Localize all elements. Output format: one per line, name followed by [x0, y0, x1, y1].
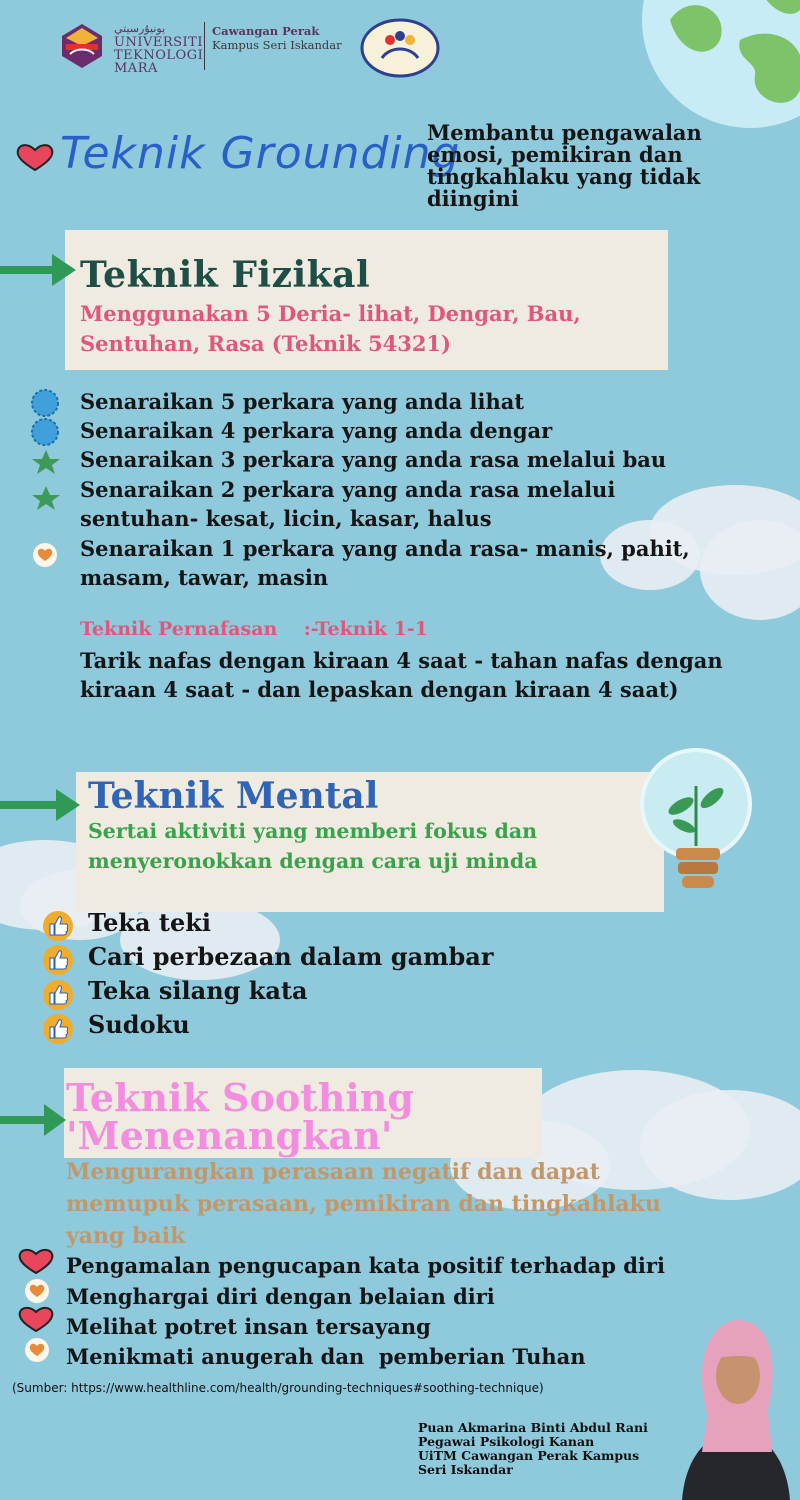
fizikal-item-4: Senaraikan 2 perkara yang anda rasa melalui sentuhan- kesat, licin, kasar, halus: [80, 477, 616, 531]
fizikal-item-1: Senaraikan 5 perkara yang anda lihat: [80, 389, 525, 414]
breathing-text: Tarik nafas dengan kiraan 4 saat - tahan nafas dengan kiraan 4 saat - dan lepaskan dengan kiraan 4 saat): [80, 648, 723, 702]
heart-bubble-icon: [22, 1337, 52, 1363]
mental-heading: Teknik Mental: [88, 775, 379, 817]
thumbs-up-icon: [40, 979, 76, 1011]
branch-line2: Kampus Seri Iskandar: [212, 38, 342, 52]
mental-subtitle: Sertai aktiviti yang memberi fokus dan menyeronokkan dengan cara uji minda: [88, 819, 538, 873]
signature-block: [418, 1421, 668, 1477]
mental-item-2: Cari perbezaan dalam gambar: [88, 942, 494, 971]
uni-name-line1: UNIVERSITI: [114, 35, 203, 50]
soothing-item-3: Melihat potret insan tersayang: [66, 1314, 431, 1339]
fizikal-heading: Teknik Fizikal: [80, 254, 371, 296]
blue-badge-icon: [30, 417, 60, 447]
fizikal-subtitle-line1: Menggunakan 5 Deria- lihat, Dengar, Bau,: [80, 301, 581, 326]
green-star-icon: [30, 448, 62, 476]
signature-location: Seri Iskandar: [418, 1462, 513, 1477]
arrow-icon: [0, 250, 78, 290]
fizikal-subtitle-line2: Sentuhan, Rasa (Teknik 54321): [80, 331, 451, 356]
soothing-item-1: Pengamalan pengucapan kata positif terhadap diri: [66, 1253, 665, 1278]
soothing-heading-line1: Teknik Soothing: [66, 1075, 414, 1120]
soothing-item-2: Menghargai diri dengan belaian diri: [66, 1284, 495, 1309]
mental-item-3: Teka silang kata: [88, 976, 308, 1005]
fizikal-item-3: Senaraikan 3 perkara yang anda rasa melalui bau: [80, 447, 667, 472]
mental-item-1: Teka teki: [88, 908, 212, 937]
source-text: (Sumber: https://www.healthline.com/health/grounding-techniques#soothing-technique): [12, 1381, 544, 1395]
uni-name-line3: MARA: [114, 61, 158, 76]
breathing-title: Teknik Pernafasan :-Teknik 1-1: [80, 618, 428, 640]
thumbs-up-icon: [40, 944, 76, 976]
title-description: Membantu pengawalan emosi, pemikiran dan tingkahlaku yang tidak diingini: [427, 120, 702, 211]
lightbulb-plant-icon: [626, 746, 756, 896]
club-logo-icon: [360, 18, 440, 78]
thumbs-up-icon: [40, 910, 76, 942]
portrait-photo: [672, 1312, 800, 1500]
signature-org: UiTM Cawangan Perak Kampus: [418, 1448, 640, 1463]
soothing-subtitle: Mengurangkan perasaan negatif dan dapat memupuk perasaan, pemikiran dan tingkahlaku yang baik: [66, 1159, 661, 1249]
arrow-icon: [0, 785, 82, 825]
heart-icon: [16, 1305, 56, 1333]
fizikal-item-2: Senaraikan 4 perkara yang anda dengar: [80, 418, 553, 443]
soothing-heading-line2: 'Menenangkan': [66, 1113, 393, 1158]
uitm-logo: ‎ﻳﻮﻧﻴﯘﺭﺳﻴﺘﻲ UNIVERSITI TEKNOLOGI MARA Cawangan Perak Kampus Seri Iskandar: [58, 22, 358, 72]
uitm-logo-icon: [58, 22, 106, 70]
arrow-icon: [0, 1100, 68, 1140]
blue-badge-icon: [30, 388, 60, 418]
signature-name: Puan Akmarina Binti Abdul Rani: [418, 1420, 648, 1435]
signature-title: Pegawai Psikologi Kanan: [418, 1434, 595, 1449]
page-title: Teknik Grounding: [60, 128, 461, 179]
thumbs-up-icon: [40, 1013, 76, 1045]
green-star-icon: [30, 484, 62, 512]
branch-line1: Cawangan Perak: [212, 24, 320, 38]
globe-icon: [640, 0, 800, 140]
uni-name-line2: TEKNOLOGI: [114, 48, 204, 63]
heart-bubble-icon: [30, 542, 60, 568]
fizikal-item-5: Senaraikan 1 perkara yang anda rasa- manis, pahit, masam, tawar, masin: [80, 536, 690, 590]
heart-icon: [16, 1247, 56, 1275]
mental-item-4: Sudoku: [88, 1010, 190, 1039]
heart-icon: [14, 142, 56, 172]
soothing-item-4: Menikmati anugerah dan pemberian Tuhan: [66, 1344, 586, 1369]
heart-bubble-icon: [22, 1278, 52, 1304]
